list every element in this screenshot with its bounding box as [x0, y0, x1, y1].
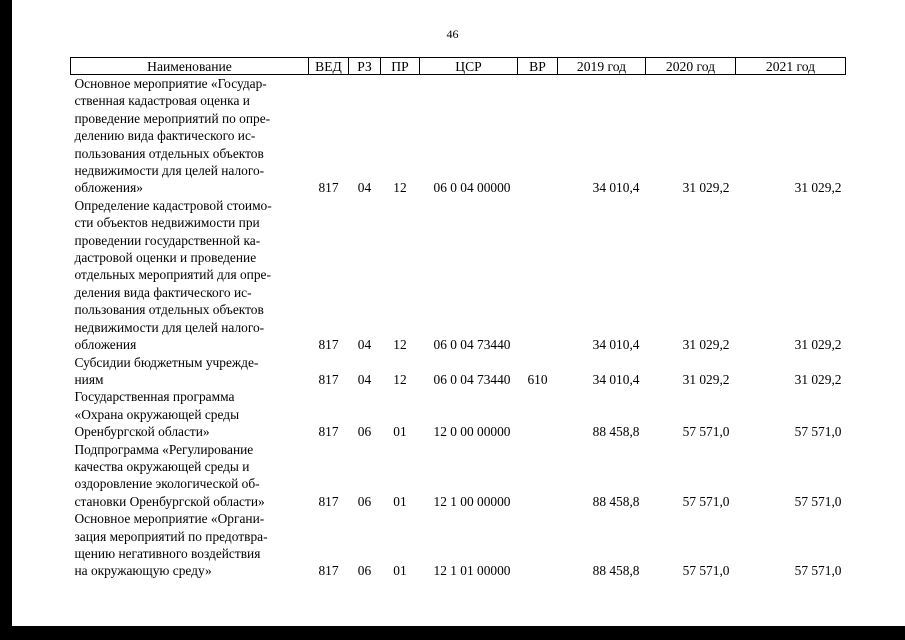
header-2019: 2019 год	[558, 58, 646, 75]
row-name	[71, 510, 309, 580]
row-name-line: оздоровление экологической об-	[74, 476, 260, 492]
row-name-line: обложения	[74, 337, 137, 353]
row-2019: 34 010,4	[592, 371, 640, 387]
row-name-line: Основное мероприятие «Государ-	[74, 76, 267, 91]
header-rz: РЗ	[349, 58, 381, 75]
table-row	[71, 75, 846, 197]
table-row	[71, 388, 846, 440]
row-ved: 817	[318, 371, 339, 387]
row-name-line: проведение мероприятий по опре-	[74, 110, 271, 126]
row-ved: 817	[318, 493, 339, 509]
row-ved: 817	[318, 180, 339, 196]
row-csr: 12 0 00 00000	[433, 424, 511, 440]
table-row	[71, 197, 846, 354]
row-2020: 57 571,0	[682, 563, 730, 579]
row-name-line: ниям	[74, 371, 104, 387]
row-csr: 06 0 04 73440	[433, 337, 511, 353]
row-name-line: недвижимости для целей налого-	[74, 319, 265, 335]
budget-table	[70, 57, 846, 580]
row-csr: 06 0 04 73440	[433, 371, 511, 387]
row-rz: 04	[357, 180, 372, 196]
row-2021: 57 571,0	[794, 493, 842, 509]
row-name-line: щению негативного воздействия	[74, 545, 261, 561]
row-csr: 12 1 00 00000	[433, 493, 511, 509]
row-name	[71, 354, 309, 389]
row-2019: 34 010,4	[592, 337, 640, 353]
row-2019: 88 458,8	[592, 493, 640, 509]
row-name-line: Оренбургской области»	[74, 424, 210, 440]
row-name-line: пользования отдельных объектов	[74, 145, 264, 161]
row-name-line: на окружающую среду»	[74, 563, 212, 579]
row-name-line: Определение кадастровой стоимо-	[74, 197, 272, 213]
row-rz: 06	[357, 424, 372, 440]
row-name-line: сти объектов недвижимости при	[74, 215, 260, 231]
row-name	[71, 441, 309, 511]
row-pr: 01	[393, 563, 407, 579]
row-name-line: деления вида фактического ис-	[74, 284, 252, 300]
header-2020: 2020 год	[646, 58, 736, 75]
row-vr	[518, 510, 558, 580]
row-2021: 31 029,2	[794, 337, 842, 353]
row-2019: 88 458,8	[592, 563, 640, 579]
row-name-line: Субсидии бюджетным учрежде-	[74, 354, 259, 370]
row-name-line: обложения»	[74, 180, 143, 196]
row-name-line: отдельных мероприятий для опре-	[74, 267, 271, 283]
row-2021: 31 029,2	[794, 371, 842, 387]
row-pr: 12	[393, 371, 407, 387]
row-csr: 06 0 04 00000	[433, 180, 511, 196]
row-rz: 04	[357, 337, 372, 353]
row-name-line: пользования отдельных объектов	[74, 302, 264, 318]
row-name-line: делению вида фактического ис-	[74, 128, 256, 144]
row-2021: 57 571,0	[794, 563, 842, 579]
row-2020: 31 029,2	[682, 337, 730, 353]
row-rz: 04	[357, 371, 372, 387]
header-name: Наименование	[71, 58, 309, 75]
row-2020: 57 571,0	[682, 493, 730, 509]
row-ved: 817	[318, 424, 339, 440]
row-vr	[518, 197, 558, 354]
table-row	[71, 441, 846, 511]
row-name-line: проведении государственной ка-	[74, 232, 261, 248]
row-2019: 88 458,8	[592, 424, 640, 440]
row-vr	[518, 75, 558, 197]
row-name-line: ственная кадастровая оценка и	[74, 93, 250, 109]
row-ved: 817	[318, 337, 339, 353]
row-vr	[518, 441, 558, 511]
row-ved: 817	[318, 563, 339, 579]
page-number: 46	[446, 27, 459, 41]
header-2021: 2021 год	[736, 58, 846, 75]
row-vr: 610	[527, 371, 548, 387]
row-name-line: «Охрана окружающей среды	[74, 406, 240, 422]
row-name-line: недвижимости для целей налого-	[74, 163, 265, 179]
table-row	[71, 354, 846, 389]
row-name-line: Подпрограмма «Регулирование	[74, 441, 254, 457]
row-name-line: зация мероприятий по предотвра-	[74, 528, 268, 544]
header-vr: ВР	[518, 58, 558, 75]
row-pr: 01	[393, 424, 407, 440]
row-name-line: Государственная программа	[74, 389, 235, 405]
row-pr: 12	[393, 337, 407, 353]
row-name-line: Основное мероприятие «Органи-	[74, 511, 265, 527]
row-pr: 01	[393, 493, 407, 509]
row-rz: 06	[357, 563, 372, 579]
row-pr: 12	[393, 180, 407, 196]
row-2020: 31 029,2	[682, 180, 730, 196]
row-csr: 12 1 01 00000	[433, 563, 511, 579]
row-name-line: становки Оренбургской области»	[74, 493, 265, 509]
row-name-line: качества окружающей среды и	[74, 458, 250, 474]
row-2021: 57 571,0	[794, 424, 842, 440]
row-2020: 31 029,2	[682, 371, 730, 387]
row-2020: 57 571,0	[682, 424, 730, 440]
row-2019: 34 010,4	[592, 180, 640, 196]
table-body	[71, 75, 846, 580]
table-row	[71, 510, 846, 580]
row-rz: 06	[357, 493, 372, 509]
header-ved: ВЕД	[309, 58, 349, 75]
header-csr: ЦСР	[420, 58, 518, 75]
row-2021: 31 029,2	[794, 180, 842, 196]
table-header-row	[71, 58, 846, 75]
row-vr	[518, 388, 558, 440]
row-name	[71, 388, 309, 440]
row-name	[71, 197, 309, 354]
row-name	[71, 75, 309, 197]
row-name-line: дастровой оценки и проведение	[74, 250, 257, 266]
header-pr: ПР	[381, 58, 420, 75]
